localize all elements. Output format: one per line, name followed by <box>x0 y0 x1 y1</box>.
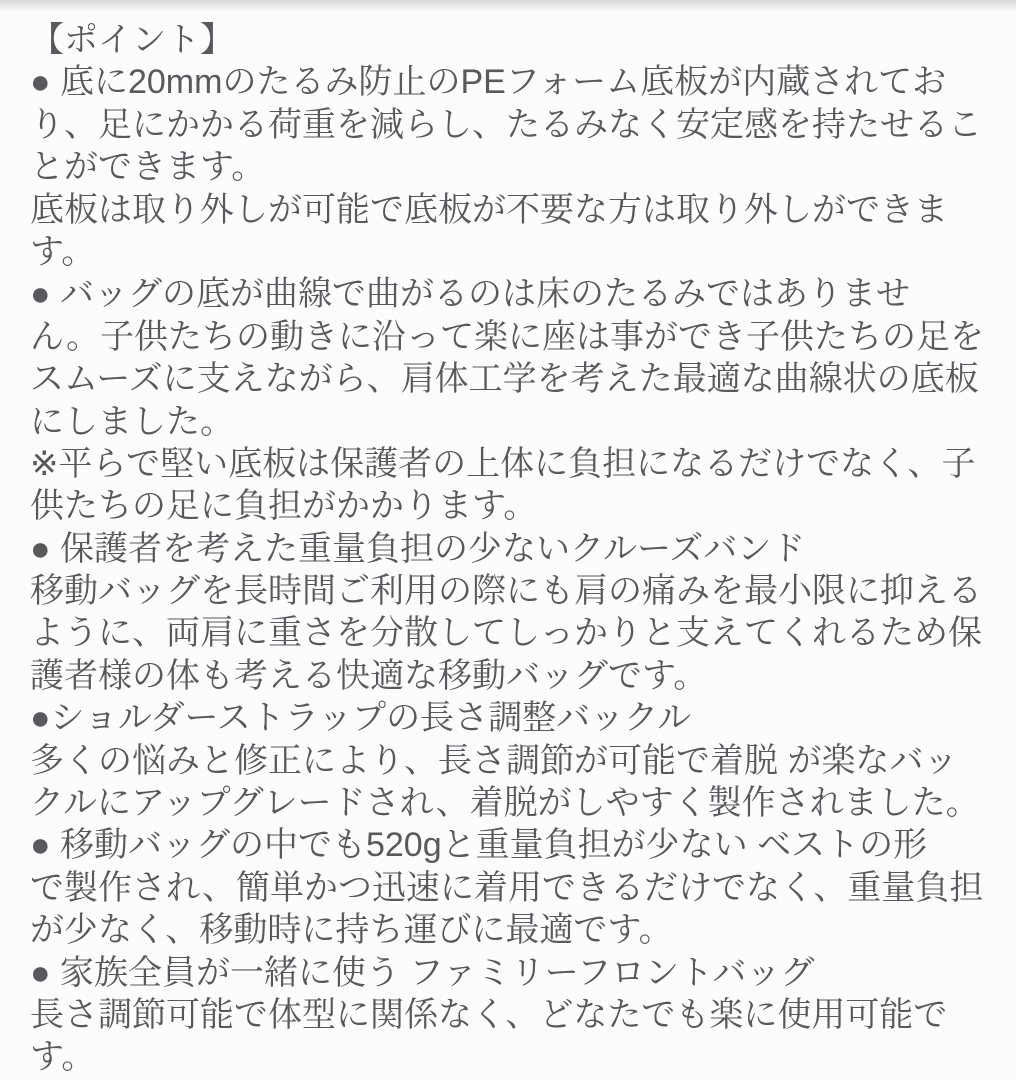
text-line: 底板は取り外しが可能で底板が不要な方は取り外しができま <box>30 190 948 229</box>
text-line: スムーズに支えながら、肩体工学を考えた最適な曲線状の底板 <box>30 360 979 399</box>
text-line: ※平らで堅い底板は保護者の上体に負担になるだけでなく、子 <box>30 444 976 483</box>
text-line: ● 底に20mmのたるみ防止のPEフォーム底板が内蔵されてお <box>30 63 947 102</box>
text-line: とができます。 <box>30 148 266 187</box>
text-line: す。 <box>30 232 96 271</box>
text-line: にしました。 <box>30 402 234 441</box>
text-line: 長さ調節可能で体型に関係なく、どなたでも楽に使用可能で <box>30 995 948 1034</box>
page-title: 【ポイント】 <box>30 21 234 59</box>
text-line: 多くの悩みと修正により、長さ調節が可能で着脱 が楽なバッ <box>30 741 958 780</box>
text-line: ように、両肩に重さを分散してしっかりと支えてくれるため保 <box>30 614 982 653</box>
description-lines <box>30 61 992 1078</box>
text-line: クルにアップグレードされ、着脱がしやすく製作されました。 <box>30 784 980 823</box>
text-line: ● 保護者を考えた重量負担の少ないクルーズバンド <box>30 529 806 568</box>
text-line: 移動バッグを長時間ご利用の際にも肩の痛みを最小限に抑える <box>30 572 982 611</box>
text-line: ● バッグの底が曲線で曲がるのは床のたるみではありませ <box>30 275 910 314</box>
text-line: ん。子供たちの動きに沿って楽に座は事ができ子供たちの足を <box>30 317 985 356</box>
text-line: ●ショルダーストラップの長さ調整バックル <box>30 699 692 738</box>
text-line: が少なく、移動時に持ち運びに最適です。 <box>30 911 673 950</box>
text-line: 供たちの足に負担がかかります。 <box>30 487 538 526</box>
text-line: で製作され、簡単かつ迅速に着用できるだけでなく、重量負担 <box>30 868 984 907</box>
text-line: り、足にかかる荷重を減らし、たるみなく安定感を持たせるこ <box>30 105 982 144</box>
text-line: ● 移動バッグの中でも520gと重量負担が少ない ベストの形 <box>30 826 928 865</box>
text-line: す。 <box>30 1038 96 1077</box>
text-line: 護者様の体も考える快適な移動バッグです。 <box>30 656 708 695</box>
text-line: ● 家族全員が一緒に使う ファミリーフロントバッグ <box>30 953 815 992</box>
